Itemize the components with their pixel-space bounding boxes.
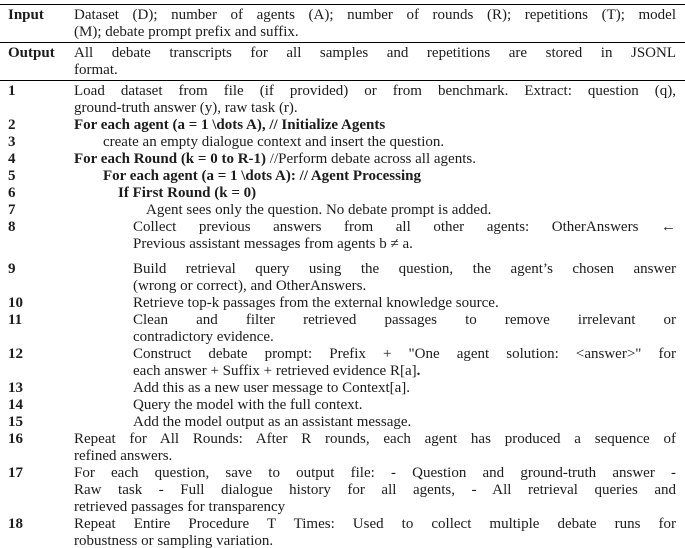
line-text: each answer + Suffix + retrieved evidence R[a] — [133, 363, 417, 379]
text-line — [74, 448, 676, 465]
line-text: For each agent (a = 1 \dots A), // Initialize Agents — [74, 117, 386, 133]
row-label: 5 — [8, 168, 16, 184]
line-text: Clean and filter retrieved passages to remove irrelevant or — [133, 312, 676, 328]
text-line — [74, 482, 676, 499]
text-line — [133, 278, 676, 295]
row-label: 10 — [8, 295, 23, 311]
line-text: Add the model output as an assistant message. — [133, 414, 412, 430]
row-label: 18 — [8, 516, 23, 532]
line-text: (M); debate prompt prefix and suffix. — [74, 24, 299, 40]
line-text: Repeat Entire Procedure T Times: Used to collect multiple debate runs for — [74, 516, 676, 532]
line-text: Query the model with the full context. — [133, 397, 363, 413]
line-text: If First Round (k = 0) — [118, 185, 257, 201]
line-text: Agent sees only the question. No debate prompt is added. — [146, 202, 492, 218]
text-line — [74, 45, 676, 62]
line-text: Raw task - Full dialogue history for all agents, - All retrieval queries and — [74, 482, 676, 498]
table-row — [0, 117, 685, 134]
row-label: 11 — [8, 312, 23, 328]
row-content — [74, 312, 676, 346]
text-line — [133, 414, 676, 431]
text-line — [133, 346, 676, 363]
text-line — [103, 168, 676, 185]
table-row — [0, 219, 685, 253]
row-label: 6 — [8, 185, 16, 201]
row-label: 1 — [8, 83, 16, 99]
row-content — [74, 185, 676, 202]
text-line — [133, 397, 676, 414]
line-text: Collect previous answers from all other agents: OtherAnswers ← — [133, 219, 676, 235]
row-content — [74, 431, 676, 465]
line-text: Repeat for All Rounds: After R rounds, each agent has produced a sequence of — [74, 431, 676, 447]
row-content — [74, 219, 676, 253]
row-content — [74, 202, 676, 219]
row-label: 12 — [8, 346, 23, 362]
line-text: retrieved passages for transparency — [74, 499, 286, 515]
table-row — [0, 134, 685, 151]
row-label: 3 — [8, 134, 16, 150]
table-row — [0, 465, 685, 516]
line-text: For each agent (a = 1 \dots A): // Agent Processing — [103, 168, 421, 184]
line-text: All debate transcripts for all samples and repetitions are stored in JSONL — [74, 45, 676, 61]
text-line — [103, 134, 676, 151]
row-content — [74, 45, 676, 79]
text-line — [133, 295, 676, 312]
text-line — [74, 24, 676, 41]
text-line — [74, 7, 676, 24]
text-line — [74, 431, 676, 448]
row-content — [74, 83, 676, 117]
text-line — [133, 219, 676, 236]
text-line — [74, 83, 676, 100]
bold-text: . — [416, 363, 421, 379]
row-label: Input — [8, 7, 44, 23]
text-line — [74, 117, 676, 134]
row-content — [74, 414, 676, 431]
text-line — [74, 533, 676, 548]
line-text: ground-truth answer (y), raw task (r). — [74, 100, 298, 116]
line-text: contradictory evidence. — [133, 329, 274, 345]
table-row — [0, 516, 685, 548]
line-text: robustness or sampling variation. — [74, 533, 274, 548]
text-line — [133, 329, 676, 346]
text-line — [133, 261, 676, 278]
line-text: Retrieve top-k passages from the external knowledge source. — [133, 295, 499, 311]
line-text: //Perform debate across all agents. — [266, 151, 476, 167]
row-label: 13 — [8, 380, 23, 396]
row-content — [74, 346, 676, 380]
table-row — [0, 312, 685, 346]
text-line — [146, 202, 676, 219]
table-row — [0, 380, 685, 397]
table-row — [0, 397, 685, 414]
row-content — [74, 516, 676, 548]
text-line — [74, 151, 676, 168]
bold-text: For each Round (k = 0 to R-1) — [74, 151, 267, 167]
row-content — [74, 261, 676, 295]
text-line — [74, 465, 676, 482]
row-label: 8 — [8, 219, 16, 235]
line-text: format. — [74, 62, 118, 78]
table-row — [0, 414, 685, 431]
text-line — [133, 312, 676, 329]
text-line — [133, 236, 676, 253]
line-text: create an empty dialogue context and insert the question. — [103, 134, 445, 150]
row-label: 14 — [8, 397, 23, 413]
line-text: Construct debate prompt: Prefix + "One agent solution: <answer>" for — [133, 346, 676, 362]
table-row — [0, 295, 685, 312]
row-content — [74, 380, 676, 397]
row-label: 17 — [8, 465, 23, 481]
row-label: 7 — [8, 202, 16, 218]
table-row — [0, 45, 685, 79]
horizontal-rule — [0, 42, 685, 43]
line-text: Build retrieval query using the question, the agent’s chosen answer — [133, 261, 676, 277]
row-content — [74, 117, 676, 134]
row-content — [74, 397, 676, 414]
text-line — [118, 185, 676, 202]
table-row — [0, 431, 685, 465]
line-text: Dataset (D); number of agents (A); number of rounds (R); repetitions (T); model — [74, 7, 676, 23]
table-row — [0, 168, 685, 185]
text-line — [74, 499, 676, 516]
row-content — [74, 151, 676, 168]
top-rule — [0, 4, 685, 5]
table-row — [0, 202, 685, 219]
table-row — [0, 7, 685, 41]
text-line — [74, 100, 676, 117]
row-label: Output — [8, 45, 55, 61]
line-text: Add this as a new user message to Context[a]. — [133, 380, 411, 396]
table-row — [0, 83, 685, 117]
row-content — [74, 295, 676, 312]
line-text: (wrong or correct), and OtherAnswers. — [133, 278, 367, 294]
line-text: For each question, save to output file: - Question and ground-truth answer - — [74, 465, 676, 481]
table-row — [0, 261, 685, 295]
text-line — [133, 363, 676, 380]
row-label: 2 — [8, 117, 16, 133]
text-line — [74, 516, 676, 533]
row-content — [74, 7, 676, 41]
line-text: Load dataset from file (if provided) or from benchmark. Extract: question (q), — [74, 83, 676, 99]
row-label: 9 — [8, 261, 16, 277]
table-row — [0, 185, 685, 202]
table-row — [0, 346, 685, 380]
row-content — [74, 465, 676, 516]
text-line — [74, 62, 676, 79]
horizontal-rule — [0, 80, 685, 81]
line-text: refined answers. — [74, 448, 173, 464]
table-row — [0, 151, 685, 168]
row-content — [74, 134, 676, 151]
row-label: 16 — [8, 431, 23, 447]
algorithm-table — [0, 7, 685, 548]
line-text: Previous assistant messages from agents b ≠ a. — [133, 236, 413, 252]
row-label: 15 — [8, 414, 23, 430]
row-content — [74, 168, 676, 185]
text-line — [133, 380, 676, 397]
row-label: 4 — [8, 151, 16, 167]
